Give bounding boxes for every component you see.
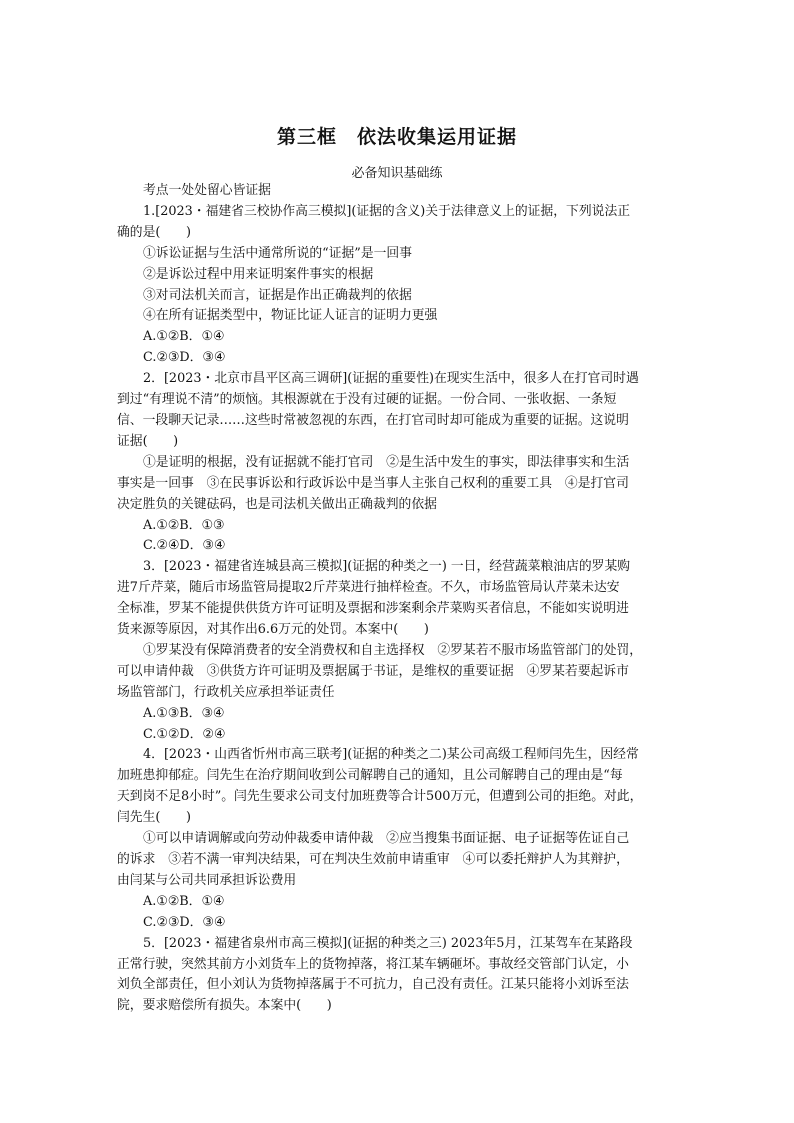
q3-options-ab: A.①③B．③④ (143, 705, 225, 721)
q3-statements-line-1: ①罗某没有保障消费者的安全消费权和自主选择权 ②罗某若不服市场监管部门的处罚， (143, 642, 643, 658)
q4-statements-line-1: ①可以申请调解或向劳动仲裁委申请仲裁 ②应当搜集书面证据、电子证据等佐证自己 (143, 831, 630, 847)
q1-statement-3: ③对司法机关而言，证据是作出正确裁判的依据 (143, 287, 412, 303)
question-4-stem-line-4: 闫先生( ) (117, 810, 191, 826)
q4-statements-line-2: 的诉求 ③若不满一审判决结果，可在判决生效前申请重审 ④可以委托辩护人为其辩护， (117, 852, 629, 867)
question-2-stem-line-2: 到过“有理说不清”的烦恼。其根源就在于没有过硬的证据。一份合同、一张收据、一条短 (117, 392, 617, 408)
question-4-stem-line-2: 加班患抑郁症。闫先生在治疗期间收到公司解聘自己的通知，且公司解聘自己的理由是“每 (117, 768, 623, 784)
q1-statement-2: ②是诉讼过程中用来证明案件事实的根据 (143, 266, 374, 282)
q2-statements-line-1: ①是证明的根据，没有证据就不能打官司 ②是生活中发生的事实，即法律事实和生活 (143, 454, 630, 470)
question-5-stem-line-3: 刘负全部责任，但小刘认为货物掉落属于不可抗力，自己没有责任。江某只能将小刘诉至法 (117, 977, 629, 993)
question-2-stem-line-1: 2．[2023・北京市昌平区高三调研](证据的重要性)在现实生活中，很多人在打官司时遇 (143, 371, 639, 387)
q2-options-cd: C.②④D．③④ (143, 538, 226, 554)
q1-statement-1: ①诉讼证据与生活中通常所说的“证据”是一回事 (143, 245, 413, 261)
q2-statements-line-2: 事实是一回事 ③在民事诉讼和行政诉讼中是当事人主张自己权利的重要工具 ④是打官司 (117, 475, 629, 491)
question-1-stem-line-1: 1.[2023・福建省三校协作高三模拟](证据的含义)关于法律意义上的证据，下列说法正 (143, 203, 631, 219)
q1-options-ab: A.①②B．①④ (143, 329, 225, 345)
q2-options-ab: A.①②B．①③ (143, 517, 225, 533)
question-3-stem-line-2: 进7斤芹菜，随后市场监管局提取2斤芹菜进行抽样检查。不久，市场监管局认芹菜未达安 (117, 580, 620, 596)
q1-options-cd: C.②③D．③④ (143, 350, 226, 366)
question-4-stem-line-3: 天到岗不足8小时”。闫先生要求公司支付加班费等合计500万元，但遭到公司的拒绝。对此， (117, 789, 643, 805)
question-4-stem-line-1: 4．[2023・山西省忻州市高三联考](证据的种类之二)某公司高级工程师闫先生，因经常 (143, 747, 639, 763)
topic-heading: 考点一处处留心皆证据 (143, 183, 271, 198)
page-title: 第三框 依法收集运用证据 (276, 126, 517, 148)
q4-statements-line-3: 由闫某与公司共同承担诉讼费用 (117, 872, 297, 888)
question-3-stem-line-1: 3．[2023・福建省连城县高三模拟](证据的种类之一) 一日，经营蔬菜粮油店的罗某购 (143, 559, 631, 575)
question-3-stem-line-3: 全标准，罗某不能提供供货方许可证明及票据和涉案剩余芹菜购买者信息，不能如实说明进 (117, 601, 629, 617)
document-body (117, 181, 679, 1017)
question-2-stem-line-3: 信、一段聊天记录……这些时常被忽视的东西，在打官司时却可能成为重要的证据。这说明 (117, 412, 629, 428)
question-3-stem-line-4: 货来源等原因，对其作出6.6万元的处罚。本案中( ) (117, 622, 429, 638)
q4-options-cd: C.②③D．③④ (143, 914, 226, 930)
q4-options-ab: A.①②B．①④ (143, 893, 225, 909)
q3-options-cd: C.①②D．②④ (143, 726, 226, 742)
question-2-stem-line-4: 证据( ) (117, 433, 179, 449)
question-5-stem-line-4: 院，要求赔偿所有损失。本案中( ) (117, 998, 332, 1014)
section-subtitle: 必备知识基础练 (351, 166, 443, 181)
q1-statement-4: ④在所有证据类型中，物证比证人证言的证明力更强 (143, 308, 438, 324)
question-1-stem-line-2: 确的是( ) (117, 224, 191, 240)
question-5-stem-line-2: 正常行驶，突然其前方小刘货车上的货物掉落，将江某车辆砸坏。事故经交管部门认定，小 (117, 956, 629, 972)
question-5-stem-line-1: 5．[2023・福建省泉州市高三模拟](证据的种类之三) 2023年5月，江某驾车在某路段 (143, 935, 633, 951)
q3-statements-line-2: 可以申请仲裁 ③供货方许可证明及票据属于书证，是维权的重要证据 ④罗某若要起诉市 (117, 663, 629, 679)
q2-statements-line-3: 决定胜负的关键砝码，也是司法机关做出正确裁判的依据 (117, 496, 437, 512)
q3-statements-line-3: 场监管部门，行政机关应承担举证责任 (117, 684, 335, 700)
